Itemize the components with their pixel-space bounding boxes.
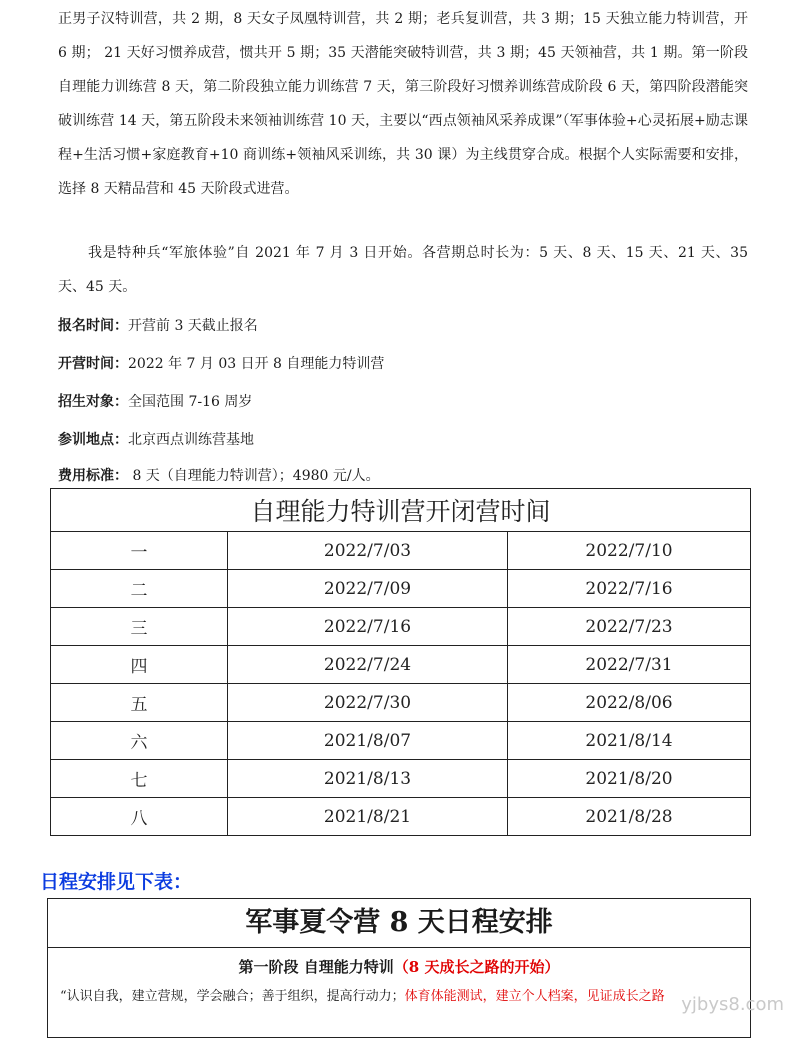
info-fee	[58, 466, 748, 486]
close-date-cell: 2022/7/23	[508, 608, 751, 646]
target-value: 全国范围 7-16 周岁	[128, 394, 253, 410]
close-date-cell: 2022/7/10	[508, 532, 751, 570]
location-value: 北京西点训练营基地	[128, 432, 254, 448]
session-cell: 八	[51, 798, 228, 836]
stage-name: 第一阶段 自理能力特训	[238, 958, 394, 976]
session-cell: 七	[51, 760, 228, 798]
close-date-cell: 2021/8/14	[508, 722, 751, 760]
open-date-cell: 2022/7/03	[228, 532, 508, 570]
opening-label: 开营时间：	[58, 356, 128, 372]
info-registration	[58, 316, 748, 336]
camp-schedule-title: 军事夏令营 8 天日程安排	[48, 899, 750, 948]
table-row	[51, 684, 751, 722]
open-date-cell: 2021/8/13	[228, 760, 508, 798]
table-row	[51, 608, 751, 646]
open-close-table	[50, 488, 751, 836]
table-row	[51, 646, 751, 684]
close-date-cell: 2022/7/31	[508, 646, 751, 684]
close-date-cell: 2022/7/16	[508, 570, 751, 608]
session-cell: 五	[51, 684, 228, 722]
intro-paragraph-start-date: 我是特种兵“军旅体验”自 2021 年 7 月 3 日开始。各营期总时长为：5 天、8 天、15 天、21 天、35 天、45 天。	[58, 245, 749, 295]
table-row	[51, 532, 751, 570]
session-cell: 四	[51, 646, 228, 684]
open-date-cell: 2022/7/30	[228, 684, 508, 722]
site-watermark: yjbys8.com	[681, 994, 784, 1015]
camp-schedule-box	[47, 898, 751, 1038]
close-date-cell: 2022/8/06	[508, 684, 751, 722]
stage-subtitle: （8 天成长之路的开始）	[393, 958, 560, 976]
stage-heading	[48, 956, 750, 978]
close-date-cell: 2021/8/20	[508, 760, 751, 798]
table-row	[51, 760, 751, 798]
open-date-cell: 2021/8/21	[228, 798, 508, 836]
session-cell: 六	[51, 722, 228, 760]
fee-label: 费用标准：	[58, 468, 128, 484]
session-cell: 二	[51, 570, 228, 608]
schedule-heading: 日程安排见下表：	[40, 871, 193, 893]
info-opening	[58, 354, 748, 374]
target-label: 招生对象：	[58, 394, 128, 410]
motto-highlight: 体育体能测试，建立个人档案，见证成长之路	[404, 989, 665, 1004]
location-label: 参训地点：	[58, 432, 128, 448]
fee-value: 8 天（自理能力特训营）；4980 元/人。	[128, 468, 380, 484]
info-target	[58, 392, 748, 412]
opening-value: 2022 年 7 月 03 日开 8 自理能力特训营	[128, 356, 385, 372]
registration-label: 报名时间：	[58, 318, 128, 334]
table-row	[51, 570, 751, 608]
intro-paragraph-camps: 正男子汉特训营，共 2 期，8 天女子凤凰特训营，共 2 期；老兵复训营，共 3 期；15 天独立能力特训营，开 6 期； 21 天好习惯养成营，惯共开 5 期；35 天潜能突破特训营，共 3 期；45 天领袖营，共 1 期。第一阶段自理能力训练营 8 天，第二阶段独立能力训练营 7 天，第三阶段好习惯养训练营成阶段 6 天，第四阶段潜能突破训练营 14 天，第五阶段未来领袖训练营 10 天，主要以“西点领袖风采养成课”（军事体验+心灵拓展+励志课程+生活习惯+家庭教育+10 商训练+领袖风采训练，共 30 课）为主线贯穿合成。根据个人实际需要和安排，选择 8 天精品营和 45 天阶段式进营。	[58, 11, 748, 197]
session-cell: 三	[51, 608, 228, 646]
open-date-cell: 2022/7/24	[228, 646, 508, 684]
open-date-cell: 2022/7/16	[228, 608, 508, 646]
stage-motto	[60, 987, 742, 1007]
open-date-cell: 2022/7/09	[228, 570, 508, 608]
table-row	[51, 722, 751, 760]
info-location	[58, 430, 748, 450]
motto-text: “认识自我，建立营规，学会融合；善于组织，提高行动力；	[60, 989, 405, 1004]
close-date-cell: 2021/8/28	[508, 798, 751, 836]
registration-value: 开营前 3 天截止报名	[128, 318, 258, 334]
open-date-cell: 2021/8/07	[228, 722, 508, 760]
session-cell: 一	[51, 532, 228, 570]
table-title: 自理能力特训营开闭营时间	[51, 489, 751, 532]
table-row	[51, 798, 751, 836]
